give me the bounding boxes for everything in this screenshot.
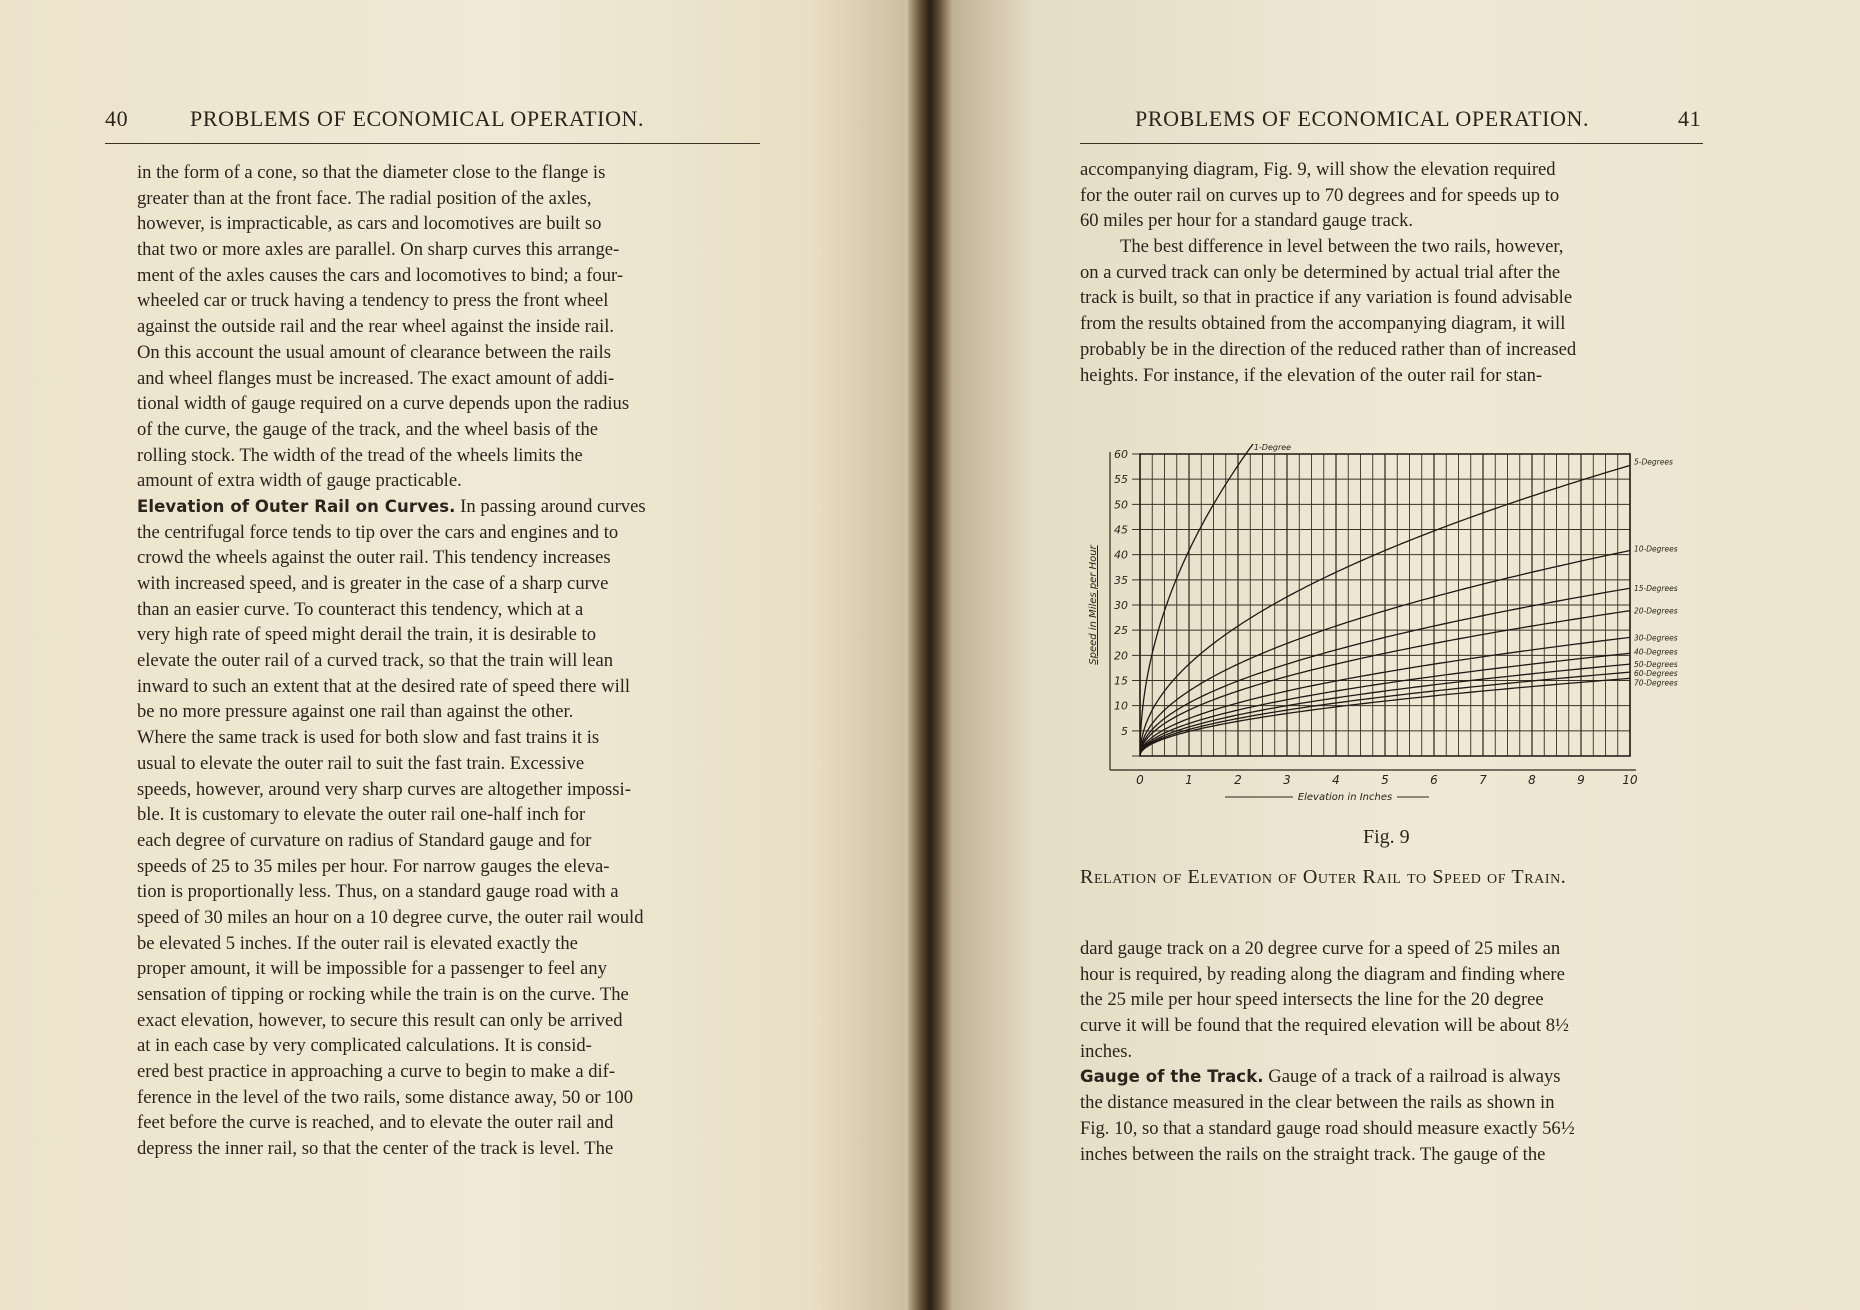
y-tick-label: 50	[1114, 498, 1128, 512]
line-text: be no more pressure against one rail than against the other.	[137, 701, 574, 723]
text-line	[137, 1110, 759, 1136]
line-text: usual to elevate the outer rail to suit the fast train. Excessive	[137, 752, 585, 774]
x-tick-label: 0	[1136, 773, 1144, 787]
line-text: wheeled car or truck having a tendency to press the front wheel	[137, 290, 609, 312]
text-line	[137, 288, 759, 314]
text-line	[1080, 1116, 1702, 1142]
line-text: ered best practice in approaching a curve to begin to make a dif-	[137, 1061, 616, 1083]
y-tick-label: 35	[1114, 573, 1128, 587]
line-text: feet before the curve is reached, and to elevate the outer rail and	[137, 1112, 614, 1134]
x-tick-label: 8	[1528, 773, 1536, 787]
text-line	[1080, 183, 1702, 209]
y-axis-label: Speed in Miles per Hour	[1088, 545, 1099, 665]
line-text: accompanying diagram, Fig. 9, will show the elevation required	[1080, 159, 1556, 180]
text-line	[137, 237, 759, 263]
text-line	[137, 571, 759, 597]
text-line	[1080, 1013, 1702, 1039]
line-text: the distance measured in the clear between the rails as shown in	[1080, 1092, 1555, 1114]
line-text: each degree of curvature on radius of Standard gauge and for	[137, 829, 592, 851]
y-tick-label: 15	[1114, 674, 1128, 688]
text-line	[137, 1136, 759, 1162]
y-tick-label: 10	[1114, 699, 1128, 713]
x-tick-label: 1	[1185, 773, 1193, 787]
y-tick-label: 5	[1121, 724, 1128, 738]
line-text: track is built, so that in practice if any variation is found advisable	[1080, 287, 1573, 309]
text-line	[137, 417, 759, 443]
line-text: speeds, however, around very sharp curves are altogether impossi-	[137, 778, 631, 800]
series-label: 5-Degrees	[1634, 457, 1673, 467]
text-line	[137, 391, 759, 417]
line-text: be elevated 5 inches. If the outer rail is elevated exactly the	[137, 932, 578, 954]
series-label: 20-Degrees	[1634, 606, 1678, 616]
x-tick-label: 5	[1381, 773, 1389, 787]
line-text: however, is impracticable, as cars and locomotives are built so	[137, 213, 602, 235]
text-line	[137, 931, 759, 957]
text-line	[137, 622, 759, 648]
right-body-text-top	[1080, 157, 1702, 388]
right-header-rule	[1080, 143, 1703, 144]
series-label: 15-Degrees	[1634, 584, 1678, 594]
line-text: elevate the outer rail of a curved track, so that the train will lean	[137, 650, 614, 672]
text-line	[137, 263, 759, 289]
text-line	[1080, 363, 1702, 389]
line-text: speed of 30 miles an hour on a 10 degree curve, the outer rail would	[137, 906, 644, 928]
line-text: Fig. 10, so that a standard gauge road should measure exactly 56½	[1080, 1117, 1575, 1139]
line-text: depress the inner rail, so that the center of the track is level. The	[137, 1138, 614, 1160]
left-running-title: PROBLEMS OF ECONOMICAL OPERATION.	[190, 106, 645, 131]
x-tick-label: 9	[1577, 773, 1585, 787]
x-tick-label: 6	[1430, 773, 1438, 787]
line-text: in the form of a cone, so that the diameter close to the flange is	[137, 162, 606, 183]
text-line	[1080, 157, 1702, 183]
text-line	[137, 520, 759, 546]
text-line	[1080, 208, 1702, 234]
line-text: rolling stock. The width of the tread of the wheels limits the	[137, 444, 583, 466]
text-line	[137, 982, 759, 1008]
text-line	[137, 699, 759, 725]
text-line	[1080, 311, 1702, 337]
y-tick-label: 40	[1114, 548, 1128, 562]
line-text: at in each case by very complicated calculations. It is consid-	[137, 1035, 592, 1057]
text-line	[137, 468, 759, 494]
line-text: Gauge of a track of a railroad is always	[1263, 1066, 1561, 1088]
text-line	[137, 1033, 759, 1059]
text-line	[137, 443, 759, 469]
text-line	[137, 905, 759, 931]
x-axis-label: Elevation in Inches	[1297, 792, 1393, 800]
text-line	[137, 879, 759, 905]
line-text: the centrifugal force tends to tip over the cars and engines and to	[137, 521, 619, 543]
text-line	[1080, 337, 1702, 363]
series-label: 60-Degrees	[1634, 669, 1678, 679]
line-text: against the outside rail and the rear wheel against the inside rail.	[137, 316, 615, 338]
text-line	[1080, 1064, 1702, 1090]
line-text: ble. It is customary to elevate the outer rail one-half inch for	[137, 804, 586, 826]
series-label: 30-Degrees	[1634, 633, 1678, 643]
text-line	[137, 648, 759, 674]
line-text: proper amount, it will be impossible for a passenger to feel any	[137, 958, 607, 980]
line-text: crowd the wheels against the outer rail. This tendency increases	[137, 547, 611, 569]
left-page-number: 40	[105, 106, 129, 131]
text-line	[137, 751, 759, 777]
elevation-speed-chart	[1080, 440, 1700, 800]
line-text: sensation of tipping or rocking while the train is on the curve. The	[137, 984, 629, 1005]
line-text: hour is required, by reading along the diagram and finding where	[1080, 963, 1565, 985]
text-line	[137, 366, 759, 392]
y-tick-label: 45	[1114, 523, 1128, 537]
text-line	[1080, 987, 1702, 1013]
text-line	[137, 725, 759, 751]
text-line	[137, 828, 759, 854]
line-text: the 25 mile per hour speed intersects the line for the 20 degree	[1080, 989, 1544, 1011]
line-text: that two or more axles are parallel. On sharp curves this arrange-	[137, 239, 620, 261]
line-text: inches.	[1080, 1040, 1133, 1062]
y-tick-label: 25	[1114, 624, 1128, 638]
text-line	[137, 854, 759, 880]
text-line	[137, 186, 759, 212]
text-line	[137, 1008, 759, 1034]
line-text: probably be in the direction of the reduced rather than of increased	[1080, 338, 1577, 360]
right-body-text-bottom	[1080, 936, 1702, 1167]
text-line	[1080, 1090, 1702, 1116]
text-line	[137, 1085, 759, 1111]
line-text: tional width of gauge required on a curve depends upon the radius	[137, 393, 630, 415]
line-text: inward to such an extent that at the desired rate of speed there will	[137, 675, 631, 697]
series-label: 70-Degrees	[1634, 678, 1678, 688]
series-label: 50-Degrees	[1634, 660, 1678, 670]
section-heading: Gauge of the Track.	[1080, 1067, 1264, 1087]
line-text: ment of the axles causes the cars and locomotives to bind; a four-	[137, 264, 624, 286]
line-text: of the curve, the gauge of the track, and the wheel basis of the	[137, 418, 599, 440]
text-line	[137, 674, 759, 700]
line-text: ference in the level of the two rails, some distance away, 50 or 100	[137, 1086, 634, 1108]
text-line	[1080, 936, 1702, 962]
line-text: tion is proportionally less. Thus, on a standard gauge road with a	[137, 881, 619, 903]
x-tick-label: 3	[1283, 773, 1291, 787]
right-running-title: PROBLEMS OF ECONOMICAL OPERATION.	[1135, 106, 1590, 131]
line-text: heights. For instance, if the elevation of the outer rail for stan-	[1080, 364, 1543, 386]
text-line	[137, 597, 759, 623]
line-text: speeds of 25 to 35 miles per hour. For narrow gauges the eleva-	[137, 855, 610, 877]
text-line	[137, 545, 759, 571]
x-tick-label: 2	[1234, 773, 1242, 787]
series-label: 10-Degrees	[1634, 544, 1678, 554]
text-line	[137, 802, 759, 828]
line-text: from the results obtained from the accompanying diagram, it will	[1080, 313, 1566, 335]
line-text: The best difference in level between the two rails, however,	[1120, 236, 1564, 258]
right-page-number: 41	[1678, 106, 1702, 131]
line-text: amount of extra width of gauge practicable.	[137, 470, 462, 492]
line-text: On this account the usual amount of clearance between the rails	[137, 341, 611, 363]
line-text: with increased speed, and is greater in the case of a sharp curve	[137, 573, 609, 594]
left-body-text	[137, 160, 759, 1162]
y-tick-label: 30	[1114, 599, 1128, 612]
text-line	[1080, 234, 1702, 260]
text-line	[1080, 962, 1702, 988]
text-line	[1080, 260, 1702, 286]
line-text: inches between the rails on the straight track. The gauge of the	[1080, 1143, 1546, 1165]
figure-caption: Relation of Elevation of Outer Rail to Speed of Train.	[1080, 866, 1567, 888]
line-text: In passing around curves	[455, 495, 646, 517]
line-text: than an easier curve. To counteract this tendency, which at a	[137, 598, 584, 620]
text-line	[1080, 285, 1702, 311]
line-text: dard gauge track on a 20 degree curve for a speed of 25 miles an	[1080, 938, 1561, 959]
line-text: 60 miles per hour for a standard gauge track.	[1080, 210, 1414, 232]
x-tick-label: 7	[1479, 773, 1487, 787]
y-tick-label: 60	[1114, 448, 1128, 461]
text-line	[137, 160, 759, 186]
y-tick-label: 20	[1114, 649, 1128, 663]
left-header-rule	[105, 143, 760, 144]
book-spine	[908, 0, 952, 1310]
x-tick-label: 10	[1622, 773, 1638, 787]
text-line	[1080, 1142, 1702, 1168]
line-text: Where the same track is used for both slow and fast trains it is	[137, 727, 600, 749]
text-line	[137, 211, 759, 237]
text-line	[137, 1059, 759, 1085]
text-line	[137, 314, 759, 340]
line-text: exact elevation, however, to secure this result can only be arrived	[137, 1009, 623, 1031]
line-text: greater than at the front face. The radial position of the axles,	[137, 187, 592, 209]
figure-number: Fig. 9	[1363, 826, 1410, 848]
text-line	[137, 777, 759, 803]
line-text: very high rate of speed might derail the train, it is desirable to	[137, 624, 597, 646]
text-line	[137, 340, 759, 366]
series-label: 1-Degree	[1253, 443, 1292, 452]
series-label: 40-Degrees	[1634, 647, 1678, 657]
line-text: on a curved track can only be determined by actual trial after the	[1080, 261, 1561, 283]
line-text: and wheel flanges must be increased. The exact amount of addi-	[137, 367, 615, 389]
section-heading: Elevation of Outer Rail on Curves.	[137, 496, 456, 516]
text-line	[1080, 1039, 1702, 1065]
line-text: curve it will be found that the required elevation will be about 8½	[1080, 1015, 1569, 1037]
line-text: for the outer rail on curves up to 70 degrees and for speeds up to	[1080, 184, 1560, 206]
x-tick-label: 4	[1332, 773, 1340, 787]
y-tick-label: 55	[1114, 473, 1128, 487]
text-line	[137, 494, 759, 520]
text-line	[137, 956, 759, 982]
